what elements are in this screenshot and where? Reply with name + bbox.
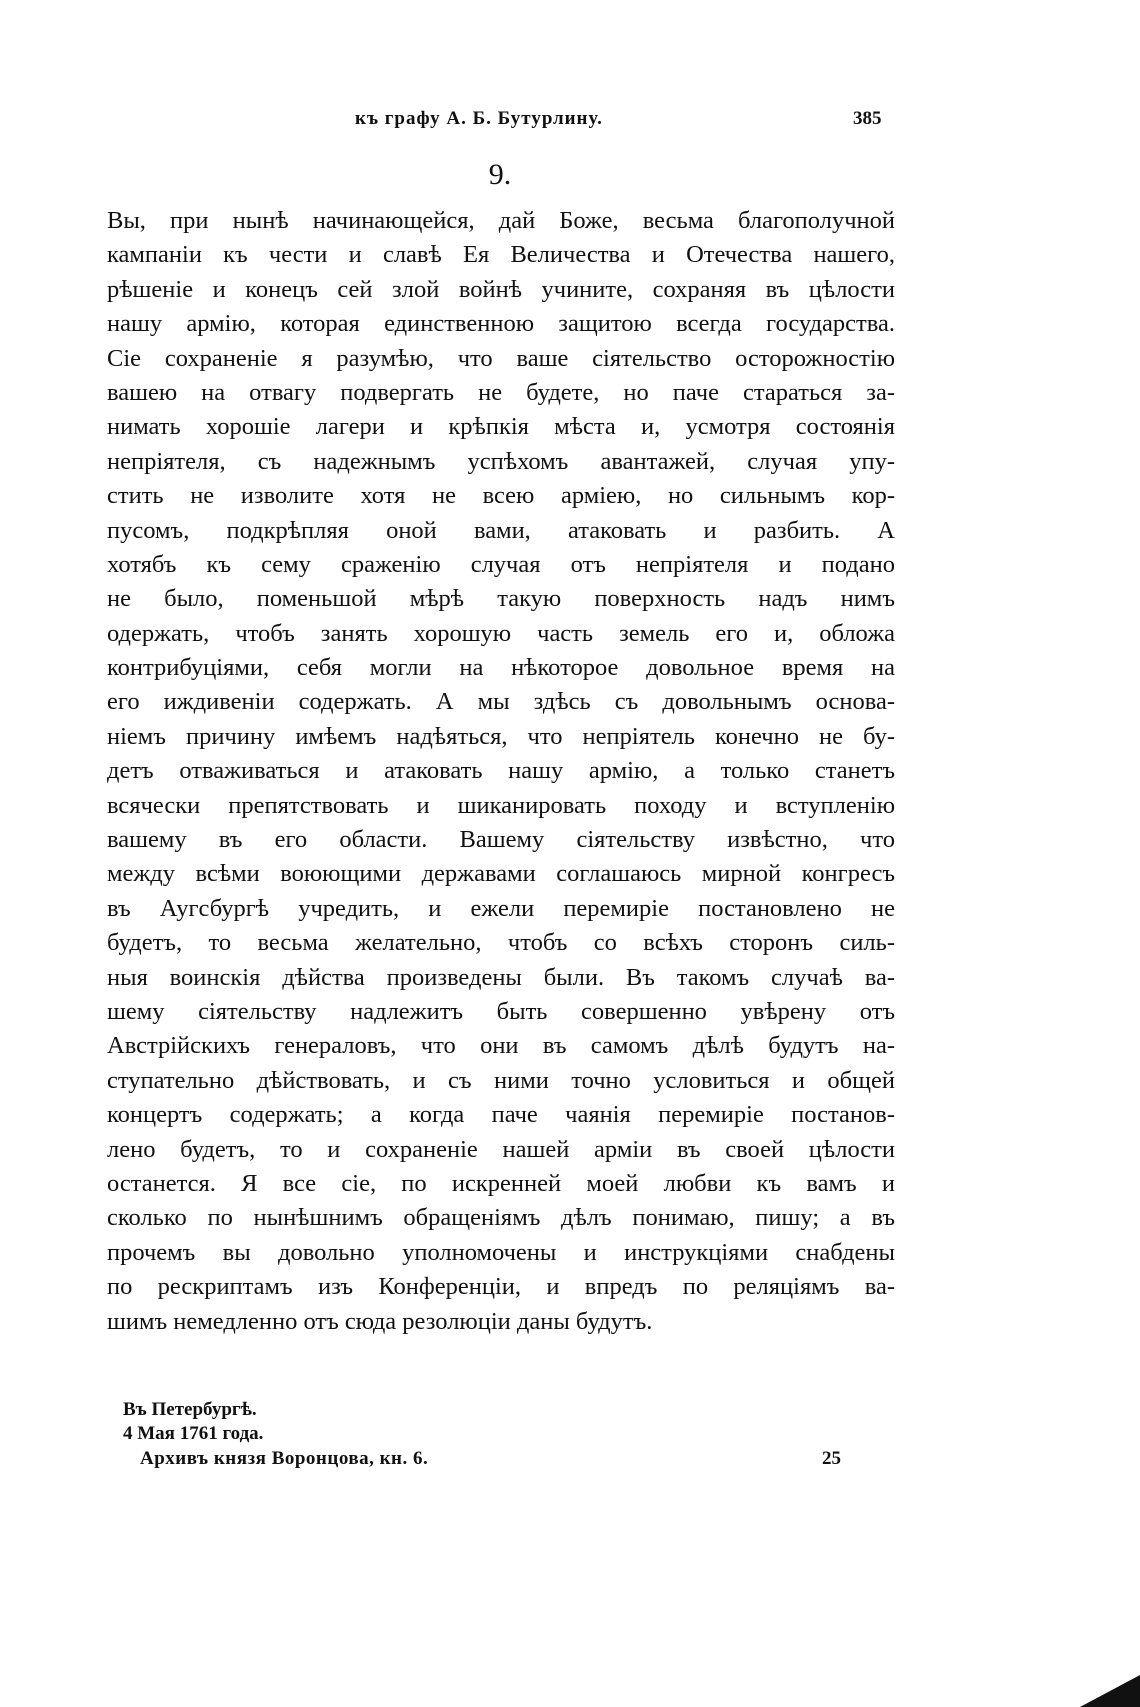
text-line: Австрійскихъ генераловъ, что они въ самомъ дѣлѣ будутъ на- (107, 1032, 895, 1060)
text-line: не было, поменьшой мѣрѣ такую поверхность надъ нимъ (107, 585, 895, 613)
signoff-place: Въ Петербургѣ. (123, 1399, 257, 1420)
text-line: нашу армію, которая единственною защитою всегда государства. (107, 310, 895, 338)
text-line: одержать, чтобъ занять хорошую часть земель его и, обложа (107, 619, 895, 647)
text-line: по рескриптамъ изъ Конференціи, и впредъ по реляціямъ ва- (107, 1273, 895, 1301)
text-line: концертъ содержать; а когда паче чаянія перемиріе постанов- (107, 1101, 895, 1129)
text-line: ступательно дѣйствовать, и съ ними точно условиться и общей (107, 1066, 895, 1094)
text-line: ныя воинскія дѣйства произведены были. Въ такомъ случаѣ ва- (107, 963, 895, 991)
text-line: контрибуціями, себя могли на нѣкоторое довольное время на (107, 654, 895, 682)
text-line: непріятеля, съ надежнымъ успѣхомъ авантажей, случая упу- (107, 447, 895, 475)
scan-corner-mark (1060, 1670, 1140, 1707)
signoff-date: 4 Мая 1761 года. (123, 1423, 264, 1444)
letter-number: 9. (488, 158, 512, 191)
text-line-last: шимъ немедленно отъ сюда резолюціи даны будутъ. (107, 1307, 653, 1335)
text-line: пусомъ, подкрѣпляя оной вами, атаковать и разбить. А (107, 516, 895, 544)
text-line: его иждивеніи содержать. А мы здѣсь съ довольнымъ основа- (107, 688, 895, 716)
letter-body (107, 204, 895, 1339)
text-line: лено будетъ, то и сохраненіе нашей арміи въ своей цѣлости (107, 1135, 895, 1163)
text-line: хотябъ къ сему сраженію случая отъ непріятеля и подано (107, 550, 895, 578)
text-line: нимать хорошіе лагери и крѣпкія мѣста и, усмотря состоянія (107, 413, 895, 441)
text-line: вашему въ его области. Вашему сіятельству извѣстно, что (107, 826, 895, 854)
page-number: 385 (853, 108, 882, 129)
text-line: кампаніи къ чести и славѣ Ея Величества и Отечества нашего, (107, 241, 895, 269)
text-line: вашею на отвагу подвергать не будете, но паче стараться за- (107, 378, 895, 406)
text-line: останется. Я все сіе, по искренней моей любви къ вамъ и (107, 1169, 895, 1197)
text-line: Сіе сохраненіе я разумѣю, что ваше сіятельство осторожностію (107, 344, 895, 372)
text-line: детъ отваживаться и атаковать нашу армію, а только станетъ (107, 757, 895, 785)
text-line: будетъ, то весьма желательно, чтобъ со всѣхъ сторонъ силь- (107, 929, 895, 957)
text-line: рѣшеніе и конецъ сей злой войнѣ учините, сохраняя въ цѣлости (107, 275, 895, 303)
text-line: стить не изволите хотя не всею арміею, но сильнымъ кор- (107, 482, 895, 510)
text-line: Вы, при нынѣ начинающейся, дай Боже, весьма благополучной (107, 207, 895, 234)
text-line: всячески препятствовать и шиканировать походу и вступленію (107, 791, 895, 819)
text-line: въ Аугсбургѣ учредить, и ежели перемиріе постановлено не (107, 894, 895, 922)
text-line: шему сіятельству надлежитъ быть совершенно увѣрену отъ (107, 997, 895, 1025)
running-head: къ графу А. Б. Бутурлину. (355, 108, 603, 129)
footer-source: Архивъ князя Воронцова, кн. 6. (140, 1448, 429, 1469)
text-line: прочемъ вы довольно уполномочены и инструкціями снабдены (107, 1238, 895, 1266)
signoff (123, 1398, 263, 1446)
footer-signature-mark: 25 (822, 1448, 841, 1469)
text-line: сколько по нынѣшнимъ обращеніямъ дѣлъ понимаю, пишу; а въ (107, 1204, 895, 1232)
text-line: между всѣми воюющими державами соглашаюсь мирной конгресъ (107, 860, 895, 888)
text-line: ніемъ причину имѣемъ надѣяться, что непріятель конечно не бу- (107, 722, 895, 750)
